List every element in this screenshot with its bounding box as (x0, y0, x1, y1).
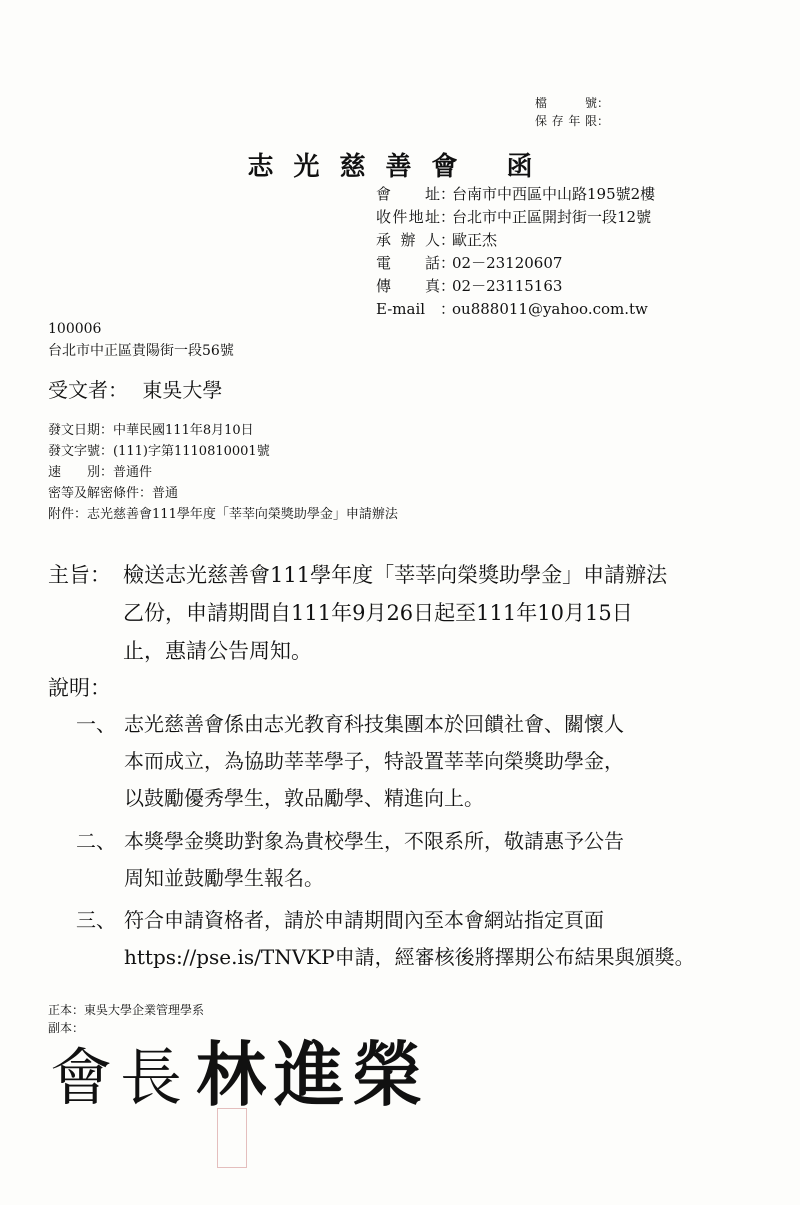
signature-name: 林進榮 (196, 1033, 431, 1116)
sender-row: 傳真 ： 02－23115163 (376, 277, 563, 295)
archive-period-label: 保存年限 (535, 114, 597, 128)
recipient-label: 受文者： (48, 378, 128, 402)
document-meta (48, 420, 398, 525)
zip-code: 100006 (48, 321, 102, 337)
subject-line: 止，惠請公告周知。 (123, 639, 312, 663)
item-number: 二、 (76, 829, 116, 853)
recipient (48, 374, 222, 403)
item-number: 三、 (76, 908, 116, 932)
meta-date: 發文日期 ： 中華民國111年8月10日 (48, 423, 254, 438)
sender-row: 會址 ： 台南市中西區中山路195號2樓 (376, 185, 656, 203)
item-line: https://pse.is/TNVKP申請，經審核後將擇期公布結果與頒獎。 (124, 945, 695, 969)
seal-stamp (217, 1108, 247, 1168)
archive-info: 檔 號： 保存年限： (535, 96, 610, 128)
copies-block (48, 1001, 204, 1037)
item-line: 志光慈善會係由志光教育科技集團本於回饋社會、關懷人 (124, 712, 624, 736)
meta-attachment: 附件 ： 志光慈善會111學年度「莘莘向榮獎助學金」申請辦法 (48, 507, 398, 522)
copy-recipient: 副本： (48, 1021, 85, 1035)
explanation-label: 說明： (48, 676, 111, 700)
recipient-address-block (48, 318, 234, 362)
item-line: 本獎學金獎助對象為貴校學生，不限系所，敬請惠予公告 (124, 829, 624, 853)
sender-info (376, 183, 655, 321)
sender-row: E-mail ： ou888011@yahoo.com.tw (376, 300, 648, 318)
item-line: 以鼓勵優秀學生，敦品勵學、精進向上。 (124, 786, 484, 810)
recipient-name: 東吳大學 (142, 378, 223, 402)
sender-row: 收件地址 ： 台北市中正區開封街一段12號 (376, 208, 652, 226)
item-line: 周知並鼓勵學生報名。 (124, 866, 324, 890)
meta-secrecy: 密等及解密條件 ： 普通 (48, 486, 179, 501)
archive-number-label: 檔 號 (535, 96, 597, 110)
signature (50, 1033, 431, 1116)
meta-speed: 速別 ： 普通件 (48, 465, 153, 480)
sender-row: 承辦人 ： 歐正杰 (376, 231, 498, 249)
item-number: 一、 (76, 712, 116, 736)
recipient-address: 台北市中正區貴陽街一段56號 (48, 343, 234, 359)
item-line: 本而成立，為協助莘莘學子，特設置莘莘向榮獎助學金， (124, 749, 624, 773)
signature-title: 會長 (50, 1041, 191, 1114)
item-line: 符合申請資格者，請於申請期間內至本會網站指定頁面 (124, 908, 604, 932)
meta-doc-number: 發文字號 ： (111)字第1110810001號 (48, 444, 270, 459)
document-title: 志光慈善會 函 (247, 152, 553, 182)
subject-label: 主旨： (48, 563, 111, 587)
subject-line: 檢送志光慈善會111學年度「莘莘向榮獎助學金」申請辦法 (123, 563, 668, 587)
original-recipient: 正本：東吳大學企業管理學系 (48, 1003, 205, 1017)
subject-line: 乙份，申請期間自111年9月26日起至111年10月15日 (123, 601, 633, 625)
sender-row: 電話 ： 02－23120607 (376, 254, 563, 272)
